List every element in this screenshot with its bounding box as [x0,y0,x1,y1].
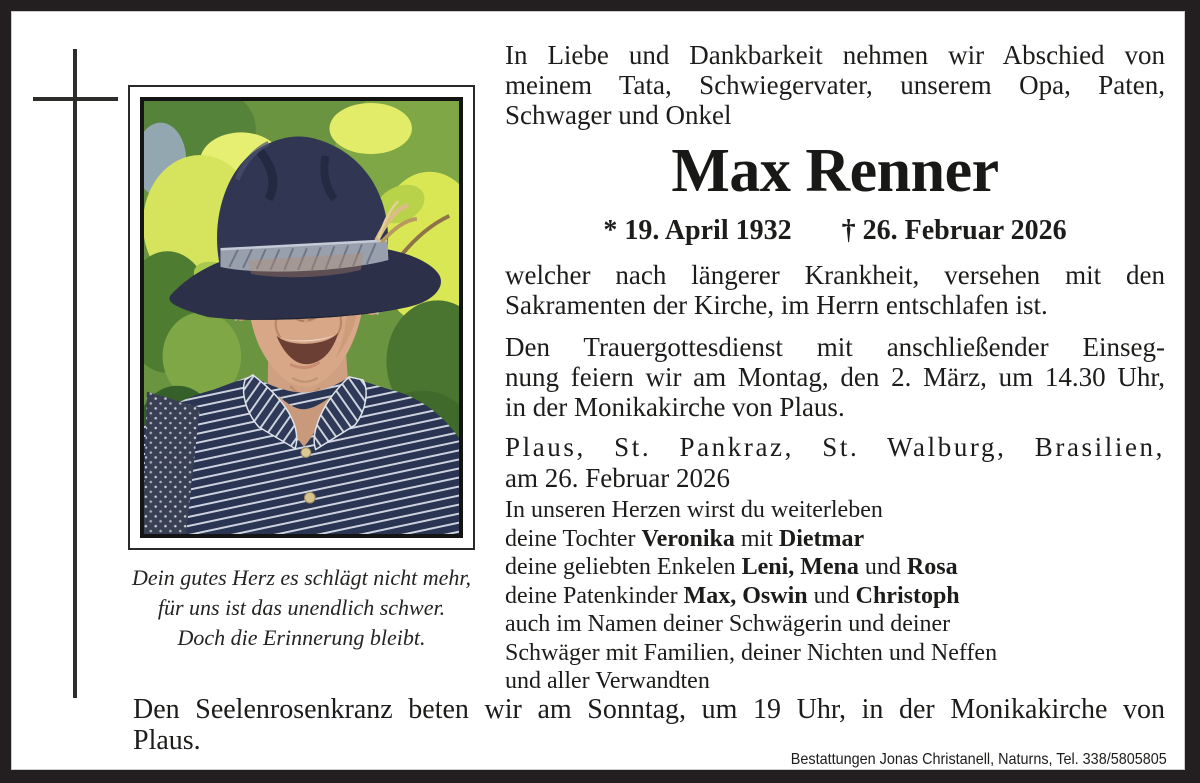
text-line: welcher nach längerer Krankheit, versehen mit den [505,260,1165,290]
text-line: Dein gutes Herz es schlägt nicht mehr, [131,565,472,590]
service-paragraph [505,332,1165,422]
death-date: † 26. Februar 2026 [841,215,1067,246]
portrait-photo-frame [128,85,475,550]
cross-icon-bar [33,97,118,101]
text-line: Schwager und Onkel [505,100,732,130]
cross-icon [73,49,77,698]
portrait-illustration [144,101,459,534]
photo-caption [118,563,485,653]
text-line: Den Trauergottesdienst mit anschließender Einseg- [505,332,1165,362]
text-line: nung feiern wir am Montag, den 2. März, um 14.30 Uhr, [505,362,1165,392]
text-line: Den Seelenrosenkranz beten wir am Sonntag, um 19 Uhr, in der Monikakirche von [133,694,1165,725]
places-line: Plaus, St. Pankraz, St. Walburg, Brasilien, [505,432,1165,462]
text-line: deine Tochter Veronika mit Dietmar [505,525,865,552]
text-line: meinem Tata, Schwiegervater, unserem Opa, Paten, [505,70,1165,100]
mourners-list [505,496,1165,696]
text-line: Doch die Erinnerung bleibt. [177,625,426,650]
places-date-line: am 26. Februar 2026 [505,463,730,493]
rosary-paragraph [133,694,1165,756]
deceased-name: Max Renner [671,137,999,205]
life-dates [505,216,1165,246]
text-line: Plaus. [133,725,201,756]
text-line: in der Monikakirche von Plaus. [505,392,845,422]
text-line: Sakramenten der Kirche, im Herrn entschlafen ist. [505,290,1048,320]
text-line: deine Patenkinder Max, Oswin und Christoph [505,582,960,609]
portrait-photo [140,97,463,538]
birth-date: * 19. April 1932 [603,215,792,246]
funeral-home-credit: Bestattungen Jonas Christanell, Naturns, Tel. 338/5805805 [791,751,1167,768]
intro-paragraph [505,40,1165,130]
text-line: für uns ist das unendlich schwer. [157,595,446,620]
notice-column [505,40,1165,696]
text-line: deine geliebten Enkelen Leni, Mena und Rosa [505,554,958,580]
text-line: In unseren Herzen wirst du weiterleben [505,497,883,523]
places-paragraph [505,432,1165,494]
text-line: In Liebe und Dankbarkeit nehmen wir Abschied von [505,40,1165,70]
text-line: und aller Verwandten [505,668,710,694]
text-line: auch im Namen deiner Schwägerin und deiner [505,611,951,637]
illness-paragraph [505,260,1165,320]
text-line: Schwäger mit Familien, deiner Nichten und Neffen [505,639,998,666]
